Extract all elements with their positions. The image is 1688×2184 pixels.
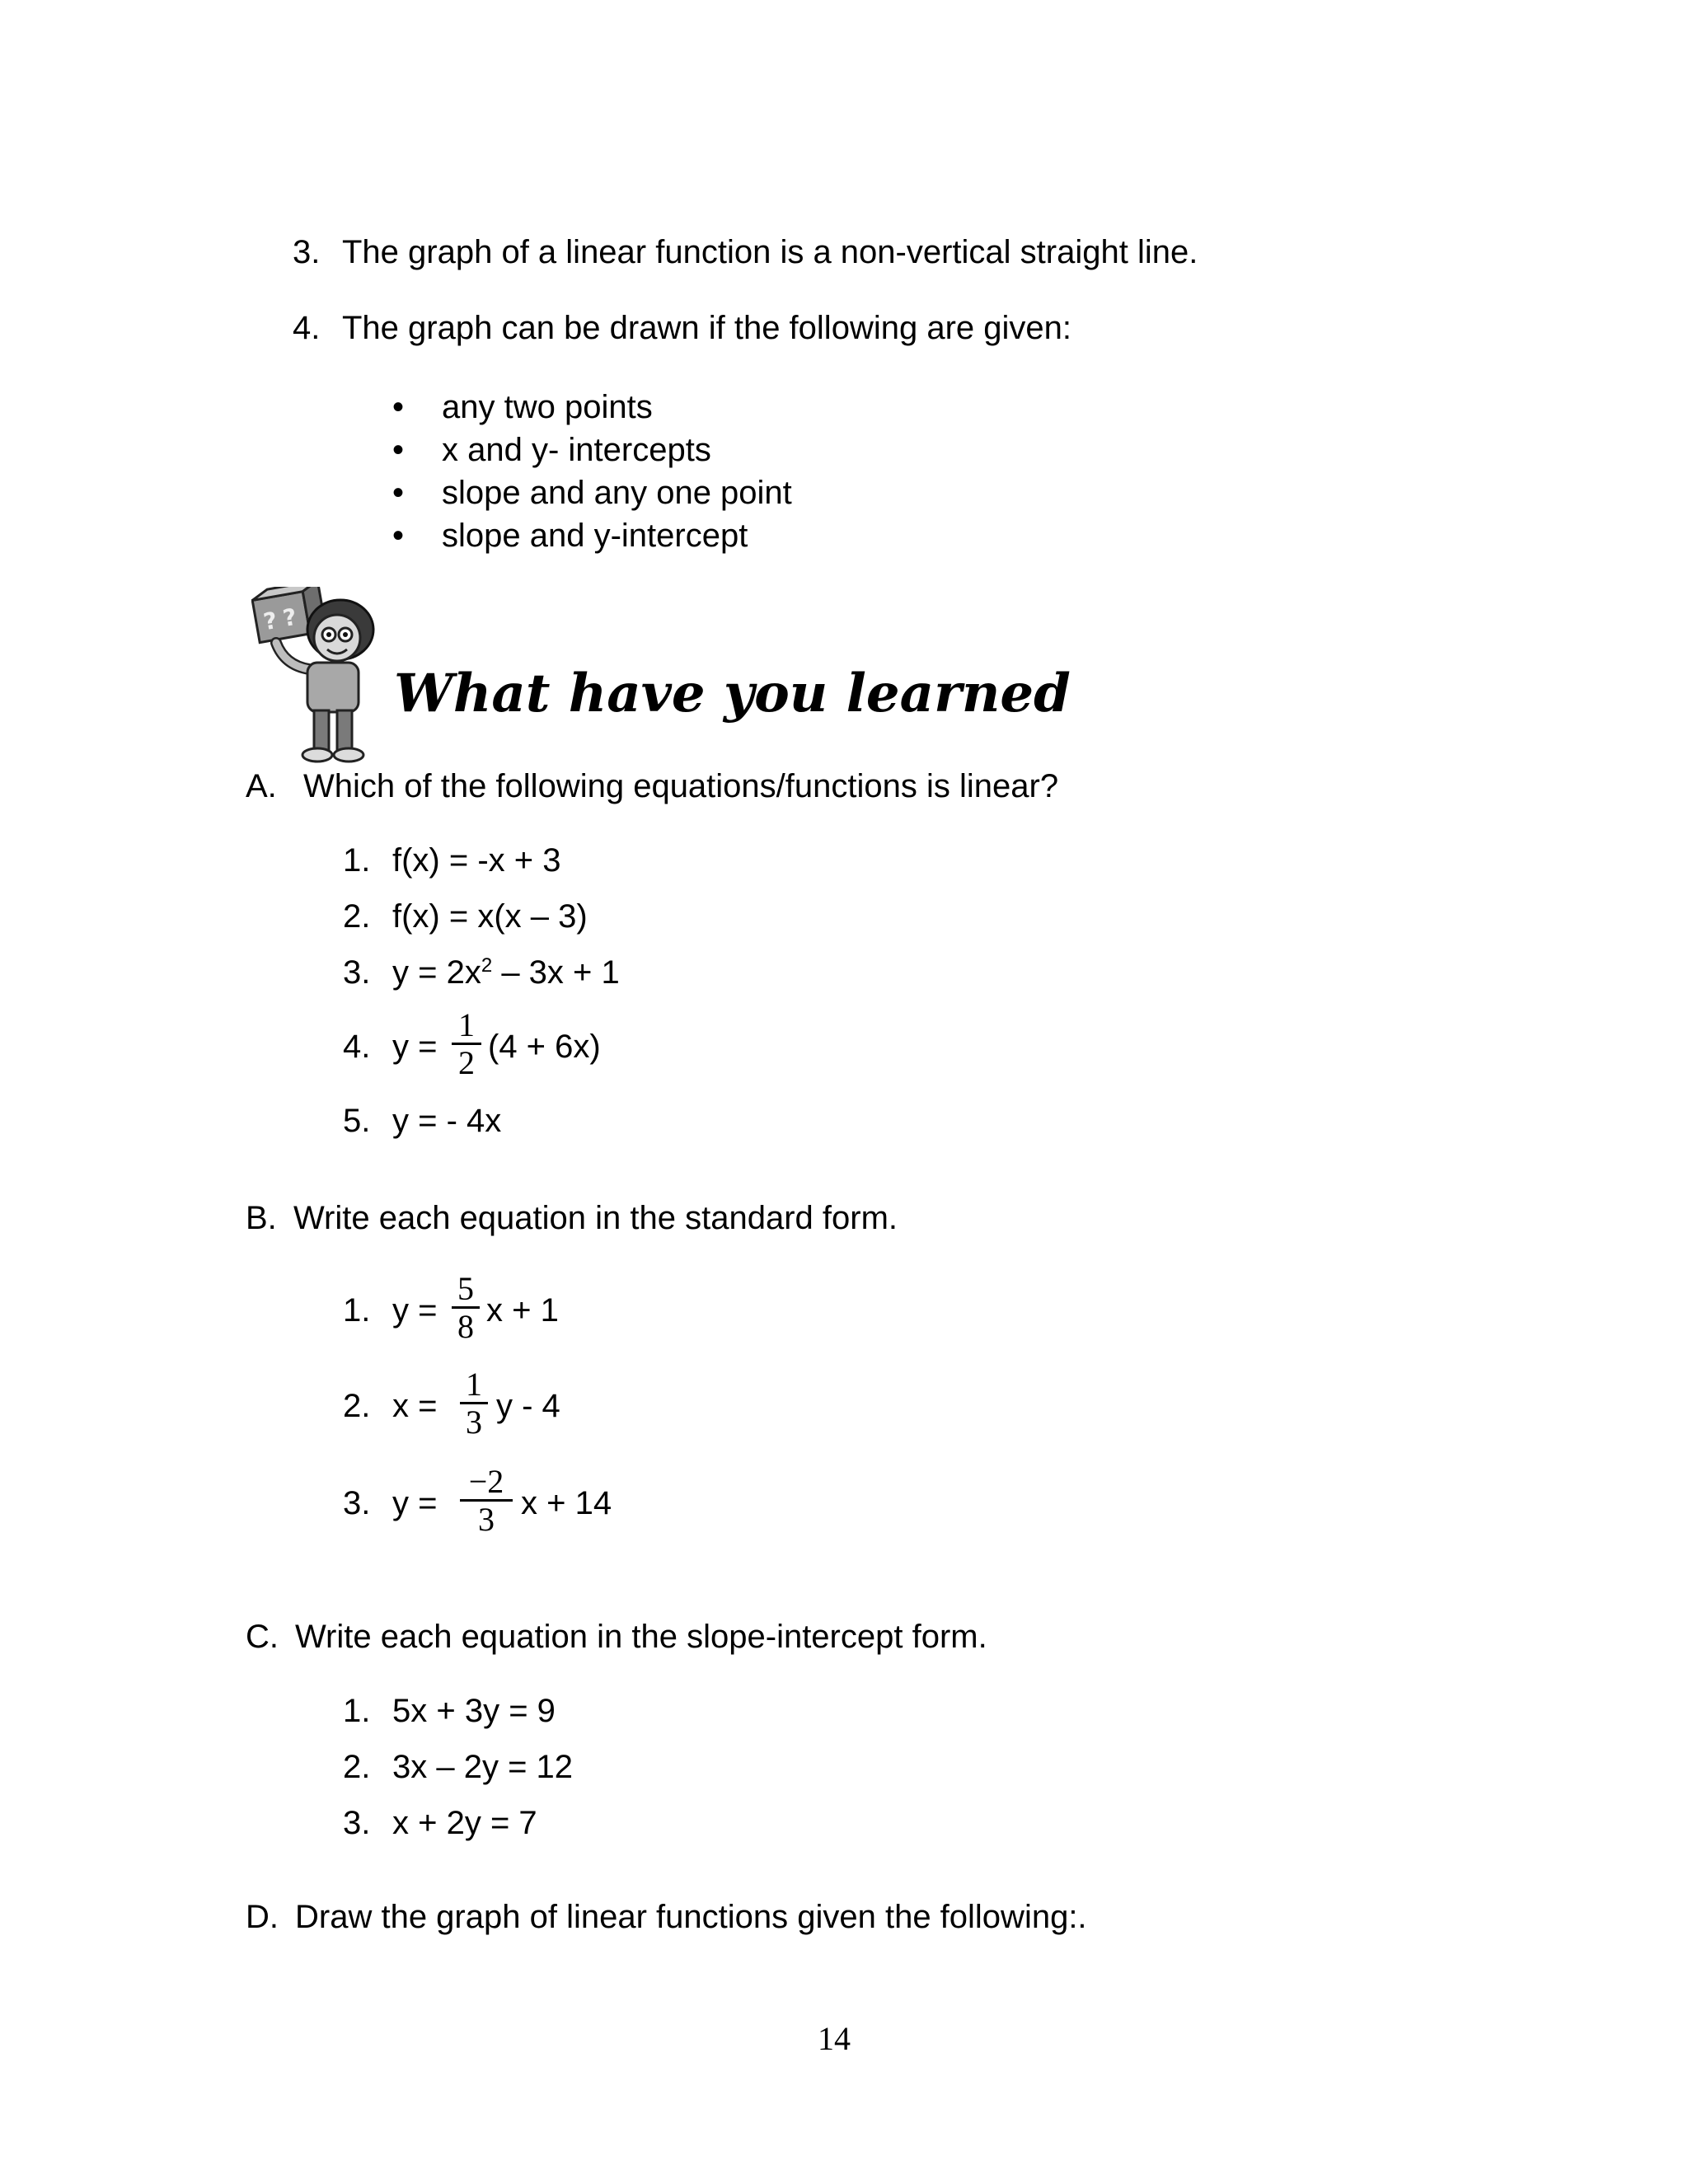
list-item xyxy=(343,1747,573,1787)
list-item xyxy=(343,841,561,880)
fraction xyxy=(452,1006,481,1081)
section-d-prompt xyxy=(246,1897,1087,1937)
fraction-numerator: 5 xyxy=(457,1270,474,1307)
list-item xyxy=(392,386,792,429)
section-text: Write each equation in the standard form. xyxy=(293,1200,898,1236)
item-equation: x + 2y = 7 xyxy=(392,1805,537,1841)
section-label: D. xyxy=(246,1899,279,1935)
bullet-icon: • xyxy=(392,518,405,554)
bullet-text: any two points xyxy=(442,389,653,425)
section-text: Which of the following equations/functions is linear? xyxy=(303,768,1059,804)
fraction-numerator: 1 xyxy=(466,1366,482,1403)
fraction-denominator: 8 xyxy=(457,1308,474,1345)
section-text: Draw the graph of linear functions given the following:. xyxy=(295,1899,1087,1935)
list-item xyxy=(343,1291,437,1330)
item-number: 1. xyxy=(343,842,371,879)
list-item xyxy=(343,1691,556,1731)
bullet-icon: • xyxy=(392,389,405,425)
item-equation: f(x) = x(x – 3) xyxy=(392,898,588,935)
item-equation-lhs: y = xyxy=(392,1485,438,1521)
list-item xyxy=(392,429,792,471)
item-equation: y = - 4x xyxy=(392,1103,502,1139)
bullet-text: slope and y-intercept xyxy=(442,518,748,554)
list-item xyxy=(343,1483,437,1523)
list-item xyxy=(343,897,588,936)
section-b-prompt xyxy=(246,1198,898,1238)
list-item xyxy=(343,1101,501,1141)
point-4 xyxy=(293,308,1071,348)
bullet-icon: • xyxy=(392,475,405,511)
item-number: 5. xyxy=(343,1103,371,1139)
list-item xyxy=(392,471,792,514)
item-number: 2. xyxy=(343,1749,371,1785)
svg-text:?: ? xyxy=(280,602,299,633)
fraction-denominator: 3 xyxy=(466,1404,482,1441)
fraction xyxy=(460,1368,488,1439)
item-equation: 3x – 2y = 12 xyxy=(392,1749,574,1785)
fraction xyxy=(452,1272,480,1343)
fraction xyxy=(460,1465,513,1536)
item-equation: f(x) = -x + 3 xyxy=(392,842,561,879)
item-number: 4. xyxy=(343,1029,371,1065)
fraction-numerator: −2 xyxy=(468,1463,504,1500)
bullet-icon: • xyxy=(392,432,405,468)
section-heading: What have you learned xyxy=(394,663,1071,724)
item-number: 1. xyxy=(343,1693,371,1729)
point-text: The graph can be drawn if the following are given: xyxy=(342,310,1071,346)
page-number: 14 xyxy=(818,2020,851,2057)
item-number: 3. xyxy=(343,1805,371,1841)
section-label: B. xyxy=(246,1200,277,1236)
point-number: 4. xyxy=(293,310,321,346)
fraction-numerator: 1 xyxy=(458,1006,475,1043)
list-item xyxy=(343,1803,537,1843)
bullet-list xyxy=(392,386,792,557)
point-text: The graph of a linear function is a non-vertical straight line. xyxy=(342,234,1198,270)
thinking-girl-illustration xyxy=(251,587,392,766)
item-number: 3. xyxy=(343,954,371,991)
section-text: Write each equation in the slope-intercept form. xyxy=(295,1619,987,1655)
item-equation: 5x + 3y = 9 xyxy=(392,1693,556,1729)
item-equation-rest: – 3x + 1 xyxy=(492,954,620,991)
item-number: 1. xyxy=(343,1292,371,1329)
svg-text:?: ? xyxy=(261,606,279,636)
point-3 xyxy=(293,232,1198,272)
item-equation-rhs: x + 1 xyxy=(486,1292,559,1329)
item-equation-base: y = 2x xyxy=(392,954,481,991)
item-equation-rhs: (4 + 6x) xyxy=(488,1029,601,1065)
item-equation-lhs: x = xyxy=(392,1388,438,1424)
section-label: A. xyxy=(246,768,277,804)
section-a-prompt xyxy=(246,766,1058,806)
list-item xyxy=(343,953,620,992)
section-label: C. xyxy=(246,1619,279,1655)
item-equation-lhs: y = xyxy=(392,1029,438,1065)
bullet-text: x and y- intercepts xyxy=(442,432,711,468)
list-item xyxy=(392,514,792,557)
item-equation-rhs: x + 14 xyxy=(521,1485,612,1521)
list-item xyxy=(343,1386,437,1426)
fraction-denominator: 3 xyxy=(478,1501,495,1538)
section-c-prompt xyxy=(246,1617,987,1657)
item-equation-lhs: y = xyxy=(392,1292,438,1329)
item-number: 2. xyxy=(343,898,371,935)
bullet-text: slope and any one point xyxy=(442,475,792,511)
item-number: 3. xyxy=(343,1485,371,1521)
item-equation-rhs: y - 4 xyxy=(496,1388,560,1424)
list-item xyxy=(343,1027,437,1066)
exponent: 2 xyxy=(481,954,493,977)
fraction-denominator: 2 xyxy=(458,1044,475,1081)
item-number: 2. xyxy=(343,1388,371,1424)
point-number: 3. xyxy=(293,234,321,270)
